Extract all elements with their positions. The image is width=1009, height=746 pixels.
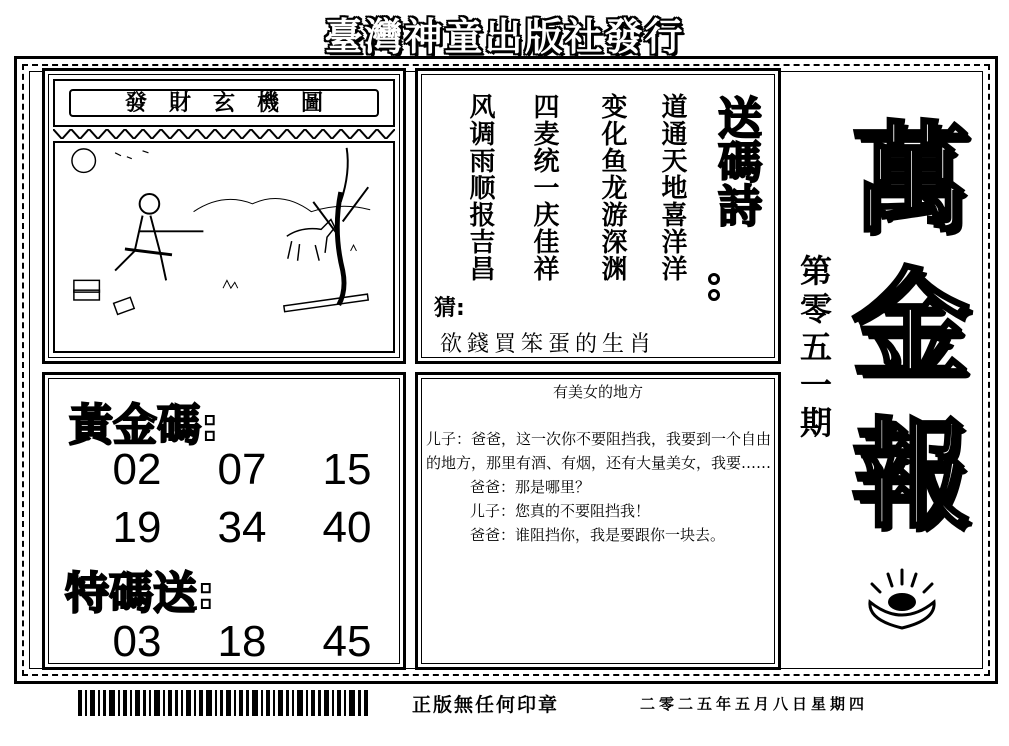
number: 15: [322, 445, 372, 494]
number: 07: [217, 445, 267, 494]
poem-line: 变化鱼龙游深渊: [597, 93, 627, 282]
poem-panel: [415, 68, 781, 364]
guess-label: 猜:: [434, 296, 465, 321]
illustration: [53, 141, 395, 353]
joke-line: 爸爸：那是哪里？: [470, 478, 591, 496]
number: 34: [217, 503, 267, 552]
tree-trunk: [337, 192, 344, 305]
picture-panel: [42, 68, 406, 364]
moon-icon: [72, 149, 96, 173]
special-numbers-row: [97, 617, 387, 667]
poem-line: 风调雨顺报吉昌: [465, 93, 495, 282]
numbers-panel: [42, 372, 406, 670]
joke-line: 爸爸：谁阻挡你，我是要跟你一块去。: [470, 526, 726, 544]
picture-header: [53, 79, 395, 127]
joke-line: 儿子：爸爸，这一次你不要阻挡我，我要到一个自由的地方，那里有酒、有烟，还有大量美女，我要……: [426, 430, 772, 472]
flute: [284, 294, 368, 312]
publisher-title: 臺灣神童出版社發行: [324, 15, 685, 59]
mountains: [194, 198, 371, 211]
number: 40: [322, 503, 372, 552]
number: 02: [112, 445, 162, 494]
number: 18: [217, 617, 267, 666]
number: 03: [112, 617, 162, 666]
issue-number: 第零五一期: [795, 254, 833, 444]
gold-numbers-row: [97, 503, 387, 553]
number: 19: [112, 503, 162, 552]
joke-title: 有美女的地方: [552, 383, 643, 401]
gold-number-label: 黃金碼:: [69, 400, 219, 451]
poem-title: 送碼詩: [710, 95, 761, 227]
guess-text: 欲錢買笨蛋的生肖: [440, 332, 657, 357]
joke-line: 儿子：您真的不要阻挡我！: [470, 502, 651, 520]
birds: [115, 151, 148, 159]
barcode-icon: [78, 690, 368, 716]
joke-body: [426, 427, 776, 547]
horse: [287, 220, 335, 261]
poem-line: 道通天地喜洋洋: [657, 93, 687, 282]
ingot-icon: [862, 562, 942, 634]
special-number-label: 特碼送:: [65, 568, 215, 619]
gold-numbers-row: [97, 445, 387, 495]
colon-mark: [708, 269, 728, 305]
joke-panel: [415, 372, 781, 670]
brand-char: 萬: [852, 110, 971, 248]
number: 45: [322, 617, 372, 666]
boy-figure: [115, 194, 203, 280]
poem-line: 四麦统一庆佳祥: [529, 93, 559, 282]
picture-title: 發財玄機圖: [69, 89, 379, 117]
zigzag-divider: [53, 129, 395, 139]
footer-date: 二零二五年五月八日星期四: [640, 695, 869, 713]
brand-char: 金: [852, 256, 971, 394]
brand-char: 報: [852, 406, 971, 544]
footer-notice: 正版無任何印章: [412, 694, 560, 716]
